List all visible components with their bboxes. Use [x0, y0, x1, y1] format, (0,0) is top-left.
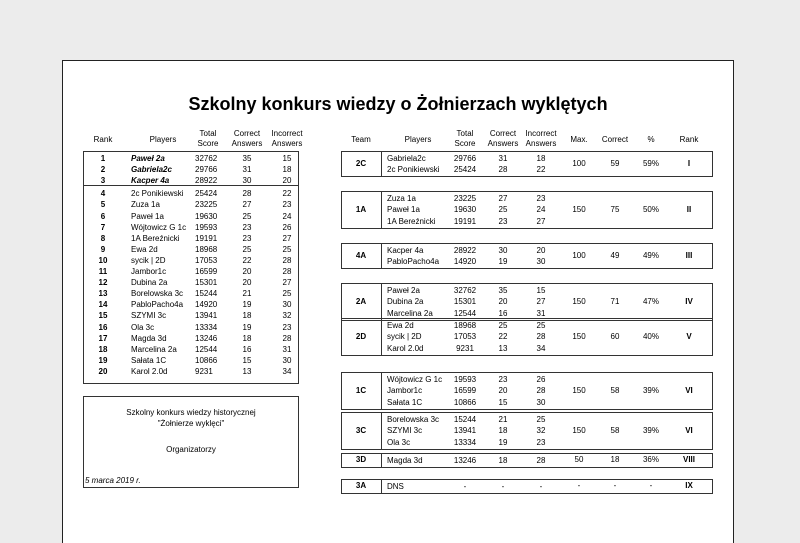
team-player-incorrect: 22 — [536, 165, 546, 174]
team-player-correct: 18 — [498, 455, 508, 465]
team-player-score: 19593 — [453, 374, 477, 384]
score-cell: 29766 — [195, 165, 218, 175]
header-players: Players — [149, 135, 177, 144]
team-player-score: 13246 — [453, 455, 477, 465]
team-player-name: sycik | 2D — [387, 332, 422, 341]
rank-cell: 18 — [98, 344, 108, 354]
header-correct: Correct Answers — [231, 129, 263, 148]
team-percent: 40% — [642, 331, 659, 341]
team-player-incorrect: 25 — [536, 320, 546, 330]
team-rank: I — [687, 159, 691, 168]
player-cell: 1A Bereźnicki — [131, 233, 180, 243]
player-cell: Dubina 2a — [131, 278, 168, 288]
team-player-score: 19630 — [453, 205, 477, 214]
team-player-name: PabloPacho4a — [387, 257, 440, 266]
correct-cell: 15 — [242, 355, 252, 365]
team-divider — [381, 191, 382, 229]
team-player-name: DNS — [387, 481, 404, 491]
header-max: Max. — [570, 135, 588, 144]
score-cell: 15301 — [195, 278, 218, 288]
incorrect-cell: 23 — [282, 200, 292, 210]
correct-cell: 23 — [242, 233, 252, 243]
team-player-score: 9231 — [456, 343, 474, 353]
header-team: Team — [351, 135, 371, 144]
team-player-score: 15301 — [453, 297, 477, 306]
team-player-correct: 31 — [498, 153, 508, 163]
player-cell: PabloPacho4a — [131, 300, 184, 310]
team-player-score: 25424 — [453, 165, 477, 174]
team-player-incorrect: 27 — [536, 297, 546, 306]
rank-cell: 1 — [100, 154, 106, 163]
rank-cell: 9 — [100, 244, 106, 254]
team-max: 150 — [572, 296, 586, 306]
score-cell: 13334 — [195, 322, 218, 332]
team-name: 1A — [355, 204, 367, 214]
team-divider — [381, 243, 382, 269]
organizer-line3: Organizatorzy — [166, 445, 216, 454]
header-team-rank: Rank — [679, 135, 699, 144]
team-rank: III — [685, 251, 693, 260]
rank-cell: 6 — [100, 211, 106, 221]
correct-cell: 25 — [242, 244, 252, 254]
team-player-incorrect: 28 — [536, 386, 546, 395]
correct-cell: 19 — [242, 300, 252, 310]
player-cell: Paweł 1a — [131, 211, 164, 221]
score-cell: 15244 — [195, 289, 218, 299]
team-player-correct: 27 — [498, 193, 508, 203]
team-player-name: Dubina 2a — [387, 297, 424, 306]
player-cell: Paweł 2a — [131, 154, 165, 163]
team-max: 100 — [572, 159, 586, 168]
team-max: 150 — [572, 331, 586, 341]
team-player-score: 29766 — [453, 153, 477, 163]
team-player-score: 19191 — [453, 216, 477, 226]
team-player-incorrect: 26 — [536, 374, 546, 384]
team-percent: 47% — [642, 296, 659, 306]
team-correct: 18 — [610, 455, 620, 465]
score-cell: 19191 — [195, 233, 218, 243]
team-player-incorrect: 30 — [536, 397, 546, 407]
rank-cell: 16 — [98, 322, 108, 332]
score-cell: 16599 — [195, 267, 218, 276]
team-player-name: Marcelina 2a — [387, 308, 433, 318]
rank-cell: 15 — [98, 311, 108, 321]
header-total-score: Total Score — [197, 129, 219, 148]
team-percent: 39% — [642, 385, 659, 395]
team-player-incorrect: 32 — [536, 426, 546, 435]
header-team-score: Total Score — [454, 129, 476, 148]
correct-cell: 20 — [242, 278, 252, 288]
correct-cell: 13 — [242, 366, 252, 376]
team-correct: - — [613, 481, 617, 491]
team-player-correct: 16 — [498, 308, 508, 318]
rank-cell: 11 — [98, 267, 108, 276]
team-player-score: 17053 — [453, 332, 477, 341]
correct-cell: 18 — [242, 311, 252, 321]
incorrect-cell: 28 — [282, 255, 292, 265]
header-incorrect: Incorrect Answers — [271, 129, 303, 148]
team-correct: 71 — [610, 296, 620, 306]
team-player-incorrect: 31 — [536, 308, 546, 318]
team-rank: VIII — [682, 455, 695, 465]
team-player-correct: 15 — [498, 397, 508, 407]
team-player-incorrect: 25 — [536, 414, 546, 424]
team-correct: 59 — [610, 159, 620, 168]
incorrect-cell: 25 — [282, 244, 292, 254]
team-max: 150 — [572, 204, 586, 214]
score-cell: 13246 — [195, 333, 218, 343]
team-player-incorrect: 15 — [536, 285, 546, 295]
score-cell: 14920 — [195, 300, 218, 310]
team-divider — [381, 453, 382, 468]
rank-cell: 5 — [100, 200, 106, 210]
incorrect-cell: 32 — [282, 311, 292, 321]
team-player-score: 23225 — [453, 193, 477, 203]
incorrect-cell: 20 — [282, 176, 292, 186]
rank-cell: 3 — [100, 176, 106, 186]
team-player-name: 1A Bereźnicki — [387, 216, 436, 226]
score-cell: 10866 — [195, 355, 218, 365]
team-divider — [381, 318, 382, 356]
team-player-correct: 28 — [498, 165, 508, 174]
team-name: 1C — [355, 385, 367, 395]
team-player-score: 28922 — [453, 245, 477, 255]
team-rank: V — [686, 331, 692, 341]
team-rank: VI — [685, 425, 693, 435]
player-cell: Ewa 2d — [131, 244, 158, 254]
team-correct: 58 — [610, 425, 620, 435]
team-player-name: Paweł 1a — [387, 205, 420, 214]
team-player-incorrect: 30 — [536, 257, 546, 266]
team-player-incorrect: 28 — [536, 455, 546, 465]
incorrect-cell: 22 — [282, 189, 292, 199]
score-cell: 19593 — [195, 222, 218, 232]
team-divider — [381, 479, 382, 494]
incorrect-cell: 28 — [282, 267, 292, 276]
page-title: Szkolny konkurs wiedzy o Żołnierzach wyklętych — [188, 94, 608, 114]
team-player-name: Ewa 2d — [387, 320, 414, 330]
team-player-score: 12544 — [453, 308, 477, 318]
team-player-incorrect: 34 — [536, 343, 546, 353]
team-player-name: Karol 2.0d — [387, 343, 424, 353]
team-player-name: Sałata 1C — [387, 397, 423, 407]
team-player-name: Kacper 4a — [387, 245, 424, 255]
team-player-correct: 23 — [498, 374, 508, 384]
header-team-players: Players — [404, 135, 432, 144]
team-player-correct: 30 — [498, 245, 508, 255]
correct-cell: 28 — [242, 189, 252, 199]
incorrect-cell: 30 — [282, 300, 292, 310]
incorrect-cell: 25 — [282, 289, 292, 299]
team-player-name: Gabriela2c — [387, 153, 426, 163]
correct-cell: 35 — [242, 154, 252, 163]
score-cell: 9231 — [195, 366, 213, 376]
player-cell: Karol 2.0d — [131, 366, 168, 376]
score-cell: 25424 — [195, 189, 218, 199]
team-name: 3D — [355, 455, 367, 465]
rank-cell: 4 — [100, 189, 106, 199]
score-cell: 32762 — [195, 154, 218, 163]
correct-cell: 31 — [242, 165, 252, 175]
rank-cell: 20 — [98, 366, 108, 376]
team-player-incorrect: - — [539, 481, 543, 491]
team-player-score: 32762 — [453, 285, 477, 295]
team-player-correct: 19 — [498, 257, 508, 266]
team-player-incorrect: 27 — [536, 216, 546, 226]
team-player-incorrect: 24 — [536, 205, 546, 214]
team-max: 150 — [572, 385, 586, 395]
rank-cell: 17 — [98, 333, 108, 343]
rank-cell: 7 — [100, 222, 106, 232]
player-cell: Ola 3c — [131, 322, 155, 332]
team-player-correct: 20 — [498, 297, 508, 306]
team-player-incorrect: 20 — [536, 245, 546, 255]
header-team-correct: Correct Answers — [487, 129, 519, 148]
team-percent: 50% — [642, 204, 659, 214]
team-correct: 60 — [610, 331, 620, 341]
team-rank: VI — [685, 385, 693, 395]
team-player-score: 16599 — [453, 386, 477, 395]
team-player-score: - — [463, 481, 467, 491]
team-name: 4A — [355, 251, 367, 260]
rank-cell: 14 — [98, 300, 108, 310]
player-cell: Wójtowicz G 1c — [131, 222, 187, 232]
document-sheet — [62, 60, 734, 543]
player-cell: Zuza 1a — [131, 200, 160, 210]
team-correct: 58 — [610, 385, 620, 395]
team-max: - — [577, 481, 581, 491]
header-team-incorrect: Incorrect Answers — [525, 129, 557, 148]
team-player-score: 13941 — [453, 426, 477, 435]
player-cell: Borelowska 3c — [131, 289, 184, 299]
score-cell: 23225 — [195, 200, 218, 210]
team-correct: 49 — [610, 251, 620, 260]
header-percent: % — [647, 135, 655, 144]
score-cell: 12544 — [195, 344, 218, 354]
team-player-score: 18968 — [453, 320, 477, 330]
team-player-correct: 25 — [498, 205, 508, 214]
team-rank: IX — [685, 481, 693, 491]
team-player-correct: 18 — [498, 426, 508, 435]
team-max: 150 — [572, 425, 586, 435]
player-cell: Jambor1c — [131, 267, 167, 276]
team-player-name: SZYMI 3c — [387, 426, 423, 435]
header-correct-total: Correct — [601, 135, 629, 144]
team-max: 50 — [574, 455, 584, 465]
incorrect-cell: 23 — [282, 322, 292, 332]
team-divider — [381, 151, 382, 177]
incorrect-cell: 18 — [282, 165, 292, 175]
correct-cell: 20 — [242, 267, 252, 276]
team-player-name: Borelowska 3c — [387, 414, 440, 424]
team-player-correct: 23 — [498, 216, 508, 226]
team-max: 100 — [572, 251, 586, 260]
player-cell: Sałata 1C — [131, 355, 167, 365]
incorrect-cell: 28 — [282, 333, 292, 343]
correct-cell: 27 — [242, 200, 252, 210]
rank-cell: 13 — [98, 289, 108, 299]
team-player-incorrect: 23 — [536, 193, 546, 203]
team-percent: - — [649, 481, 653, 491]
team-player-name: Paweł 2a — [387, 285, 420, 295]
team-divider — [381, 412, 382, 450]
team-player-correct: 35 — [498, 285, 508, 295]
correct-cell: 30 — [242, 176, 252, 186]
team-player-score: 13334 — [453, 437, 477, 447]
player-cell: sycik | 2D — [131, 255, 166, 265]
correct-cell: 23 — [242, 222, 252, 232]
team-player-correct: 21 — [498, 414, 508, 424]
team-player-incorrect: 18 — [536, 153, 546, 163]
rank-cell: 10 — [98, 255, 108, 265]
rank-cell: 19 — [98, 355, 108, 365]
rank-cell: 2 — [100, 165, 106, 175]
score-cell: 18968 — [195, 244, 218, 254]
team-player-name: 2c Ponikiewski — [387, 165, 440, 174]
team-percent: 39% — [642, 425, 659, 435]
team-percent: 36% — [642, 455, 659, 465]
document-date: 5 marca 2019 r. — [85, 476, 141, 485]
team-rank: IV — [685, 296, 693, 306]
player-cell: Marcelina 2a — [131, 344, 177, 354]
team-name: 2D — [355, 331, 367, 341]
team-player-score: 10866 — [453, 397, 477, 407]
team-player-correct: - — [501, 481, 505, 491]
team-percent: 59% — [642, 159, 659, 168]
rank-cell: 8 — [100, 233, 106, 243]
team-player-incorrect: 28 — [536, 332, 546, 341]
organizer-line2: "Żołnierze wyklęci" — [157, 419, 225, 428]
team-player-name: Zuza 1a — [387, 193, 416, 203]
player-cell: SZYMI 3c — [131, 311, 167, 321]
team-player-correct: 22 — [498, 332, 508, 341]
player-cell: Kacper 4a — [131, 176, 170, 186]
correct-cell: 18 — [242, 333, 252, 343]
team-player-incorrect: 23 — [536, 437, 546, 447]
correct-cell: 16 — [242, 344, 252, 354]
score-cell: 17053 — [195, 255, 218, 265]
incorrect-cell: 27 — [282, 233, 292, 243]
team-player-correct: 13 — [498, 343, 508, 353]
correct-cell: 25 — [242, 211, 252, 221]
team-player-name: Wójtowicz G 1c — [387, 374, 443, 384]
correct-cell: 21 — [242, 289, 252, 299]
incorrect-cell: 34 — [282, 366, 292, 376]
incorrect-cell: 27 — [282, 278, 292, 288]
team-percent: 49% — [642, 251, 659, 260]
correct-cell: 22 — [242, 255, 252, 265]
correct-cell: 19 — [242, 322, 252, 332]
incorrect-cell: 24 — [282, 211, 292, 221]
team-divider — [381, 372, 382, 410]
team-rank: II — [686, 204, 692, 214]
team-divider — [381, 283, 382, 321]
team-player-name: Ola 3c — [387, 437, 411, 447]
header-rank: Rank — [93, 135, 113, 144]
player-cell: Magda 3d — [131, 333, 167, 343]
team-name: 3C — [355, 425, 367, 435]
score-cell: 13941 — [195, 311, 218, 321]
rank-cell: 12 — [98, 278, 108, 288]
team-name: 2A — [355, 296, 367, 306]
score-cell: 28922 — [195, 176, 218, 186]
team-name: 2C — [355, 159, 367, 168]
team-player-score: 14920 — [453, 257, 477, 266]
score-cell: 19630 — [195, 211, 218, 221]
player-cell: Gabriela2c — [131, 165, 172, 175]
team-player-correct: 20 — [498, 386, 508, 395]
organizer-line1: Szkolny konkurs wiedzy historycznej — [126, 408, 256, 417]
team-player-name: Jambor1c — [387, 386, 423, 395]
team-name: 3A — [355, 481, 367, 491]
player-cell: 2c Ponikiewski — [131, 189, 184, 199]
team-player-name: Magda 3d — [387, 455, 423, 465]
incorrect-cell: 31 — [282, 344, 292, 354]
team-player-correct: 19 — [498, 437, 508, 447]
incorrect-cell: 30 — [282, 355, 292, 365]
team-correct: 75 — [610, 204, 620, 214]
incorrect-cell: 26 — [282, 222, 292, 232]
incorrect-cell: 15 — [282, 154, 292, 163]
team-player-correct: 25 — [498, 320, 508, 330]
team-player-score: 15244 — [453, 414, 477, 424]
